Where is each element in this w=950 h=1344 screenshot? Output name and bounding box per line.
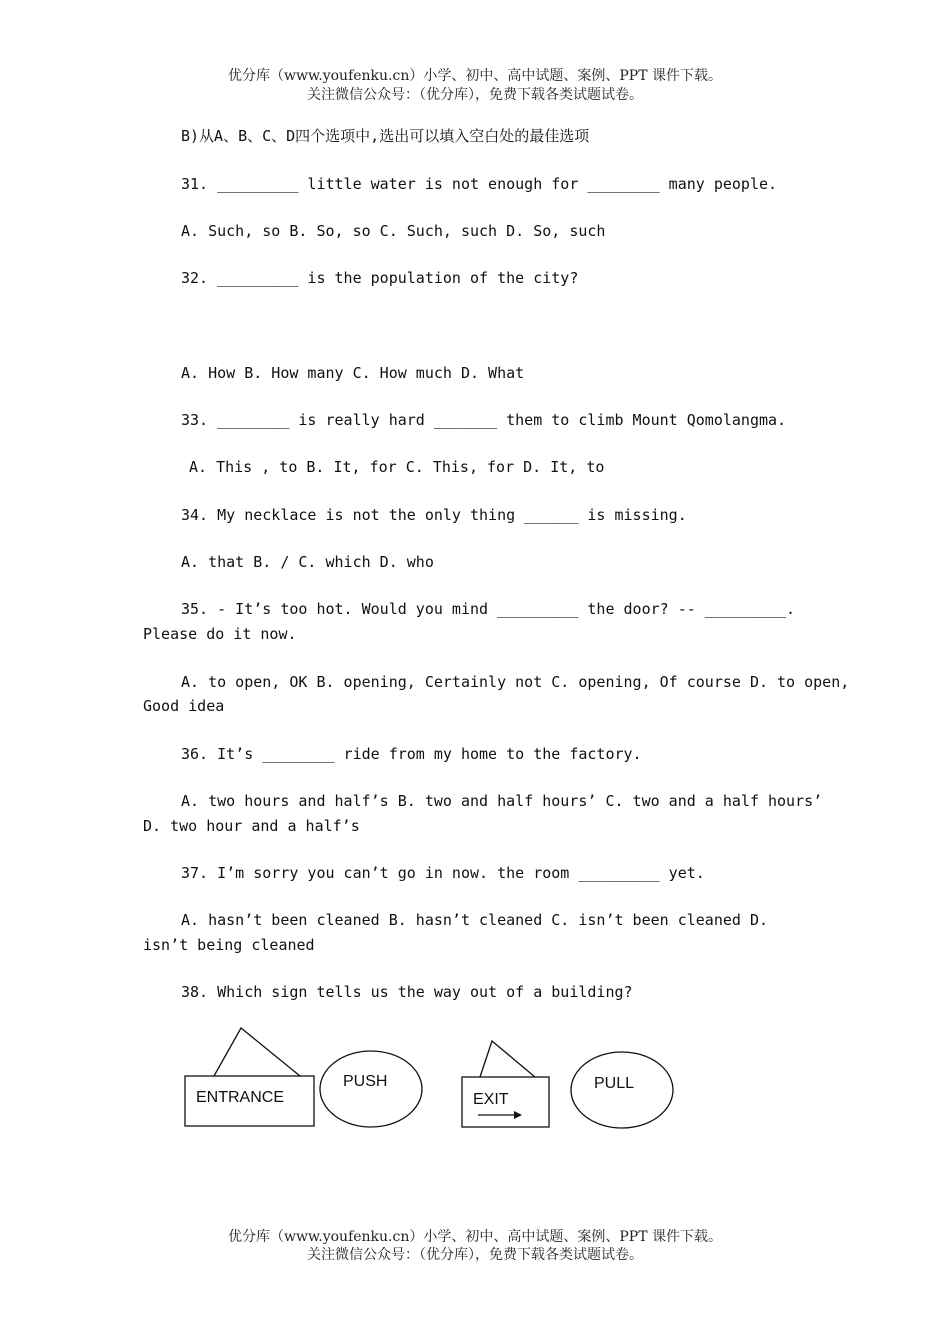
q33-stem: 33. ________ is really hard _______ them to climb Mount Qomolangma. <box>181 411 787 429</box>
exit-sign <box>462 1041 549 1127</box>
q32-options: A. How B. How many C. How much D. What <box>181 364 525 382</box>
q37-options-line-2: isn’t being cleaned <box>143 936 315 954</box>
q35-options-line-2: Good idea <box>143 697 225 715</box>
exit-roof-icon <box>480 1041 535 1077</box>
q36-options-line-1: A. two hours and half’s B. two and half hours’ C. two and a half hours’ <box>181 792 823 810</box>
q35-options-line-1: A. to open, OK B. opening, Certainly not C. opening, Of course D. to open, <box>181 673 850 691</box>
entrance-roof-icon <box>214 1028 300 1076</box>
push-sign <box>320 1051 422 1127</box>
header-line-2: 关注微信公众号：（优分库），免费下载各类试题试卷。 <box>307 87 643 103</box>
q37-options-line-1: A. hasn’t been cleaned B. hasn’t cleaned C. isn’t been cleaned D. <box>181 911 768 929</box>
q35-stem-line-1: 35. - It’s too hot. Would you mind _________ the door? -- _________. <box>181 600 796 618</box>
footer-line-1: 优分库（www.youfenku.cn）小学、初中、高中试题、案例、PPT 课件下载。 <box>227 1229 722 1245</box>
exit-label: EXIT <box>473 1091 509 1108</box>
q31-stem: 31. _________ little water is not enough for ________ many people. <box>181 175 778 193</box>
entrance-label: ENTRANCE <box>196 1089 285 1106</box>
q36-options-line-2: D. two hour and a half’s <box>143 817 360 835</box>
footer-line-2: 关注微信公众号：（优分库），免费下载各类试题试卷。 <box>307 1247 643 1263</box>
q34-options: A. that B. / C. which D. who <box>181 553 434 571</box>
q32-stem: 32. _________ is the population of the city? <box>181 269 579 287</box>
pull-sign <box>571 1052 673 1128</box>
push-label: PUSH <box>343 1073 388 1090</box>
q35-stem-line-2: Please do it now. <box>143 625 297 643</box>
q37-stem: 37. I’m sorry you can’t go in now. the room _________ yet. <box>181 864 705 882</box>
exit-arrow-head-icon <box>514 1111 522 1119</box>
q38-stem: 38. Which sign tells us the way out of a building? <box>181 983 633 1001</box>
header-line-1: 优分库（www.youfenku.cn）小学、初中、高中试题、案例、PPT 课件下载。 <box>227 68 722 84</box>
q34-stem: 34. My necklace is not the only thing ______ is missing. <box>181 506 687 524</box>
pull-label: PULL <box>594 1075 635 1092</box>
q33-options: A. This , to B. It, for C. This, for D. It, to <box>189 458 605 476</box>
entrance-sign <box>185 1028 314 1126</box>
q36-stem: 36. It’s ________ ride from my home to the factory. <box>181 745 642 763</box>
section-title: B)从A、B、C、D四个选项中,选出可以填入空白处的最佳选项 <box>181 127 590 145</box>
q31-options: A. Such, so B. So, so C. Such, such D. So, such <box>181 222 606 240</box>
